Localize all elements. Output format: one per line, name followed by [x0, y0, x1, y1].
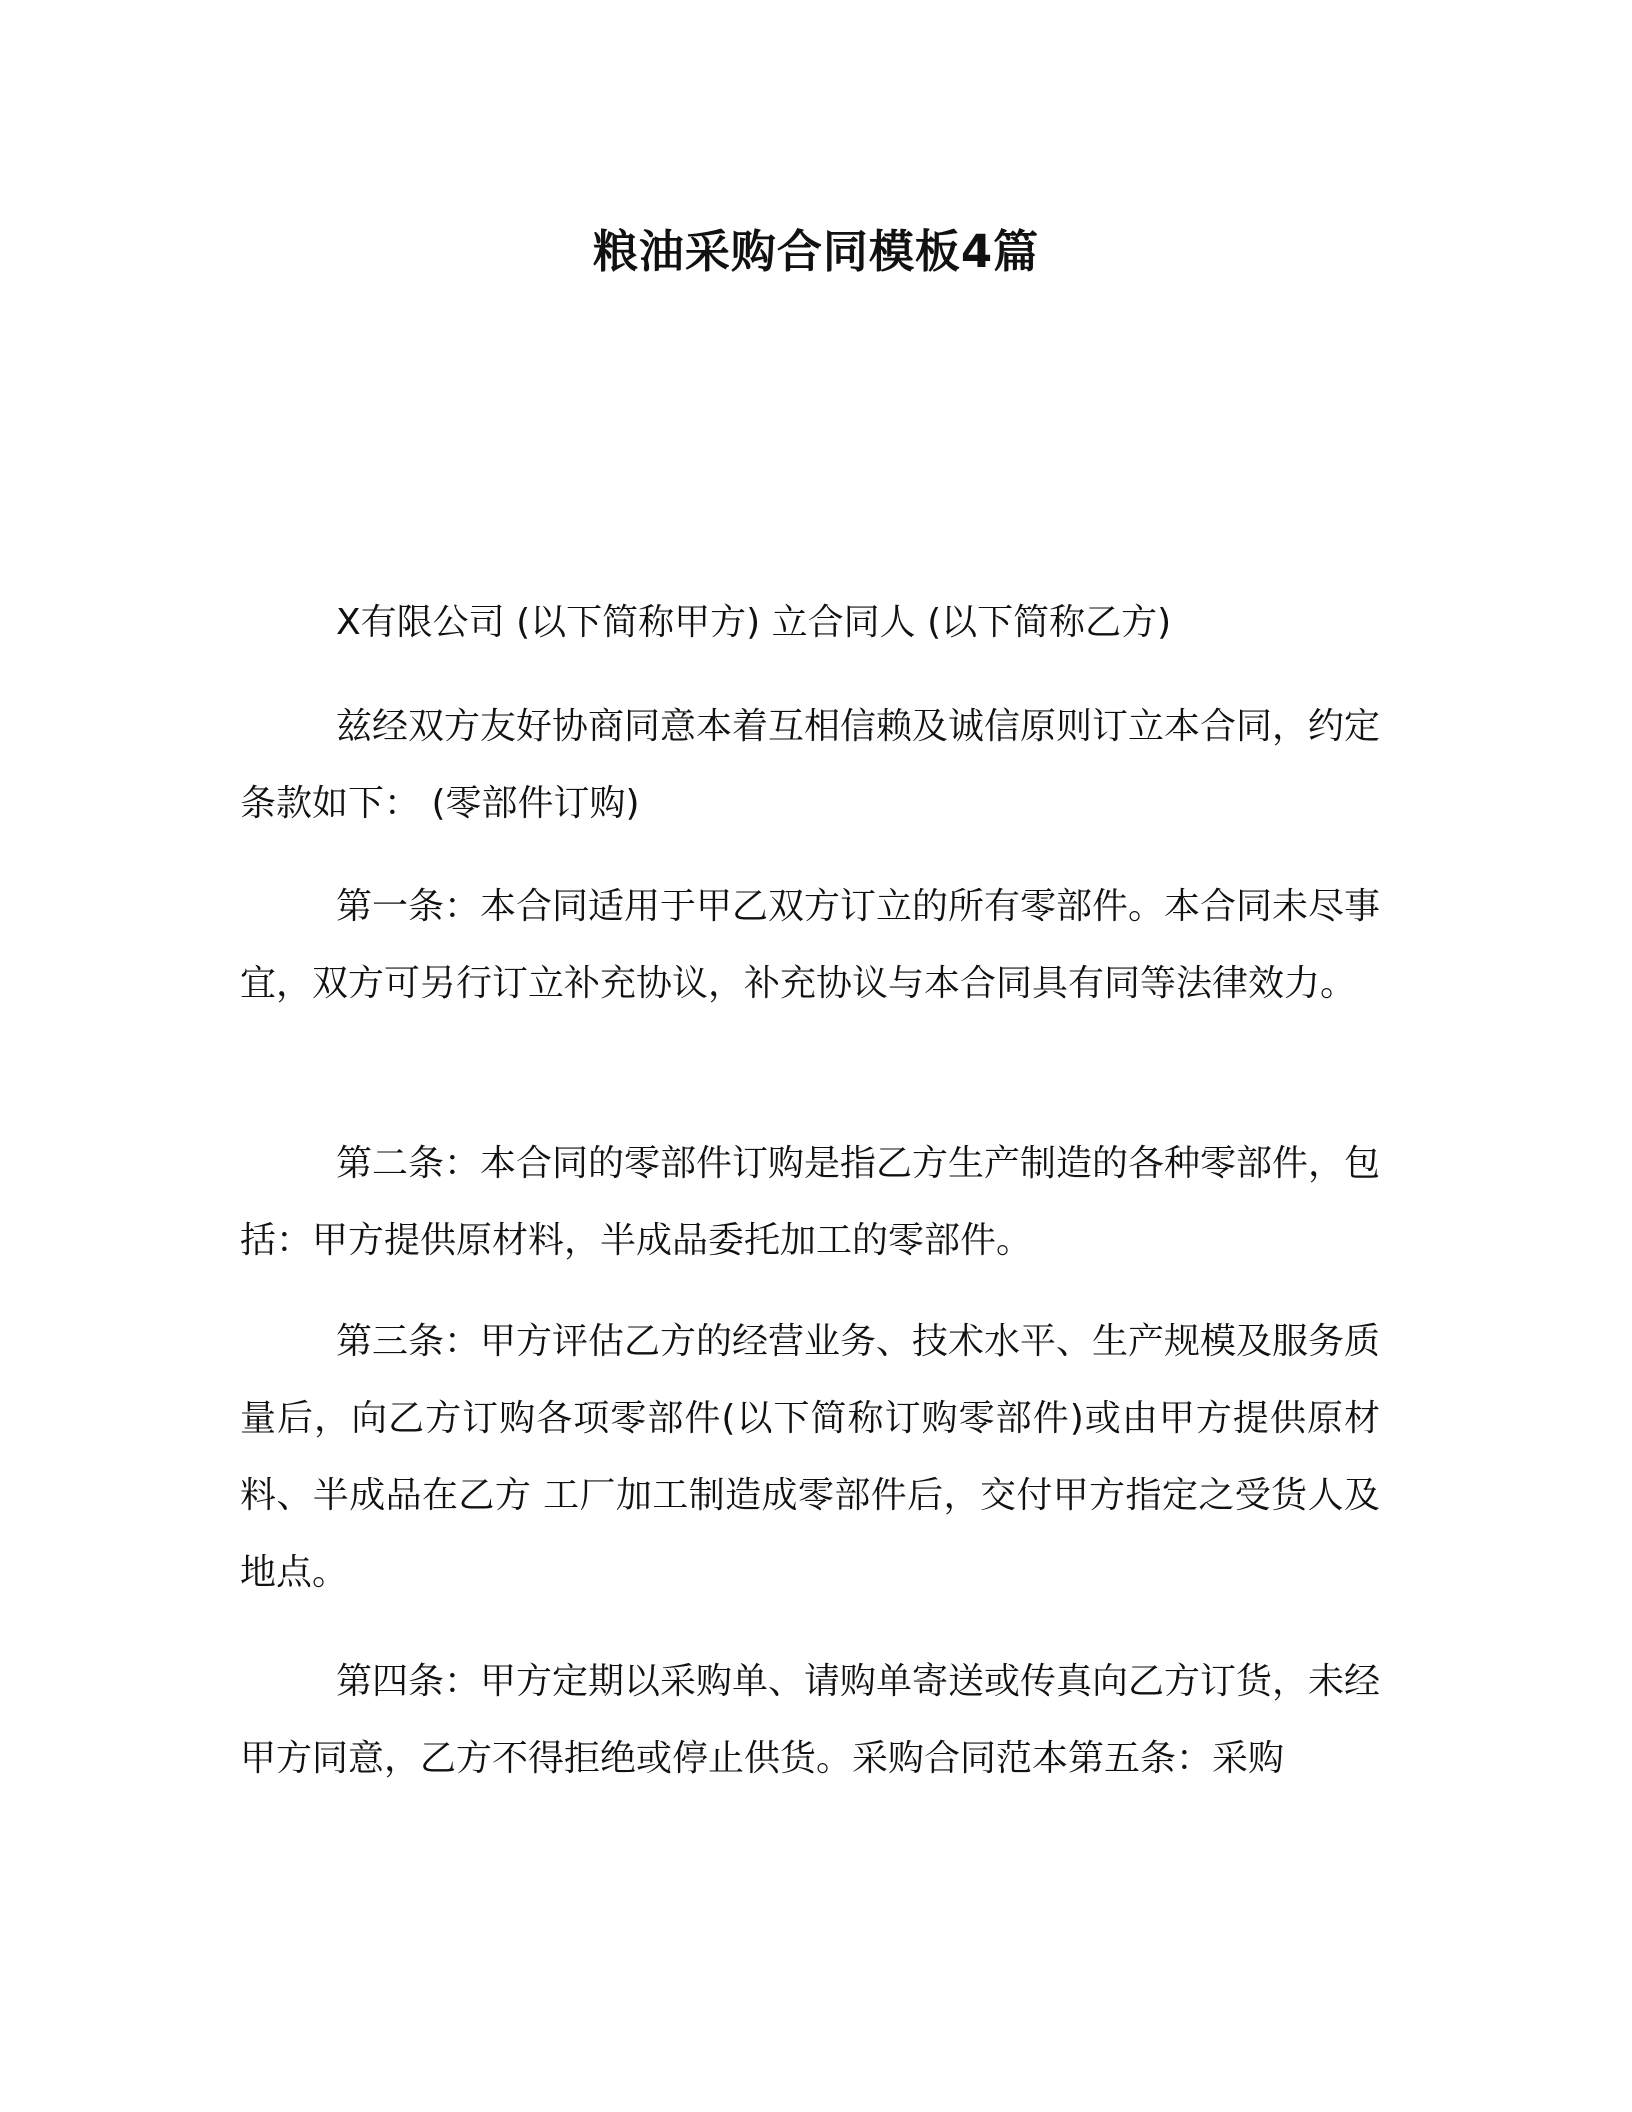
paragraph-article-3: 第三条：甲方评估乙方的经营业务、技术水平、生产规模及服务质量后，向乙方订购各项零部件(以下简称订购零部件)或由甲方提供原材料、半成品在乙方 工厂加工制造成零部件后，交付甲方指定之受货人及地点。	[240, 1321, 1381, 1593]
paragraph-article-1: 第一条：本合同适用于甲乙双方订立的所有零部件。本合同未尽事宜，双方可另行订立补充协议，补充协议与本合同具有同等法律效力。	[240, 886, 1381, 1004]
paragraph-article-2: 第二条：本合同的零部件订购是指乙方生产制造的各种零部件，包括：甲方提供原材料，半成品委托加工的零部件。	[240, 1143, 1381, 1261]
document-title: 粮油采购合同模板4篇	[592, 225, 1040, 278]
paragraph-article-4: 第四条：甲方定期以采购单、请购单寄送或传真向乙方订货，未经甲方同意，乙方不得拒绝或停止供货。采购合同范本第五条：采购	[240, 1661, 1381, 1779]
paragraph-parties: X有限公司 (以下简称甲方) 立合同人 (以下简称乙方)	[336, 602, 1172, 643]
paragraph-preamble: 兹经双方友好协商同意本着互相信赖及诚信原则订立本合同，约定条款如下： (零部件订购)	[240, 706, 1381, 824]
